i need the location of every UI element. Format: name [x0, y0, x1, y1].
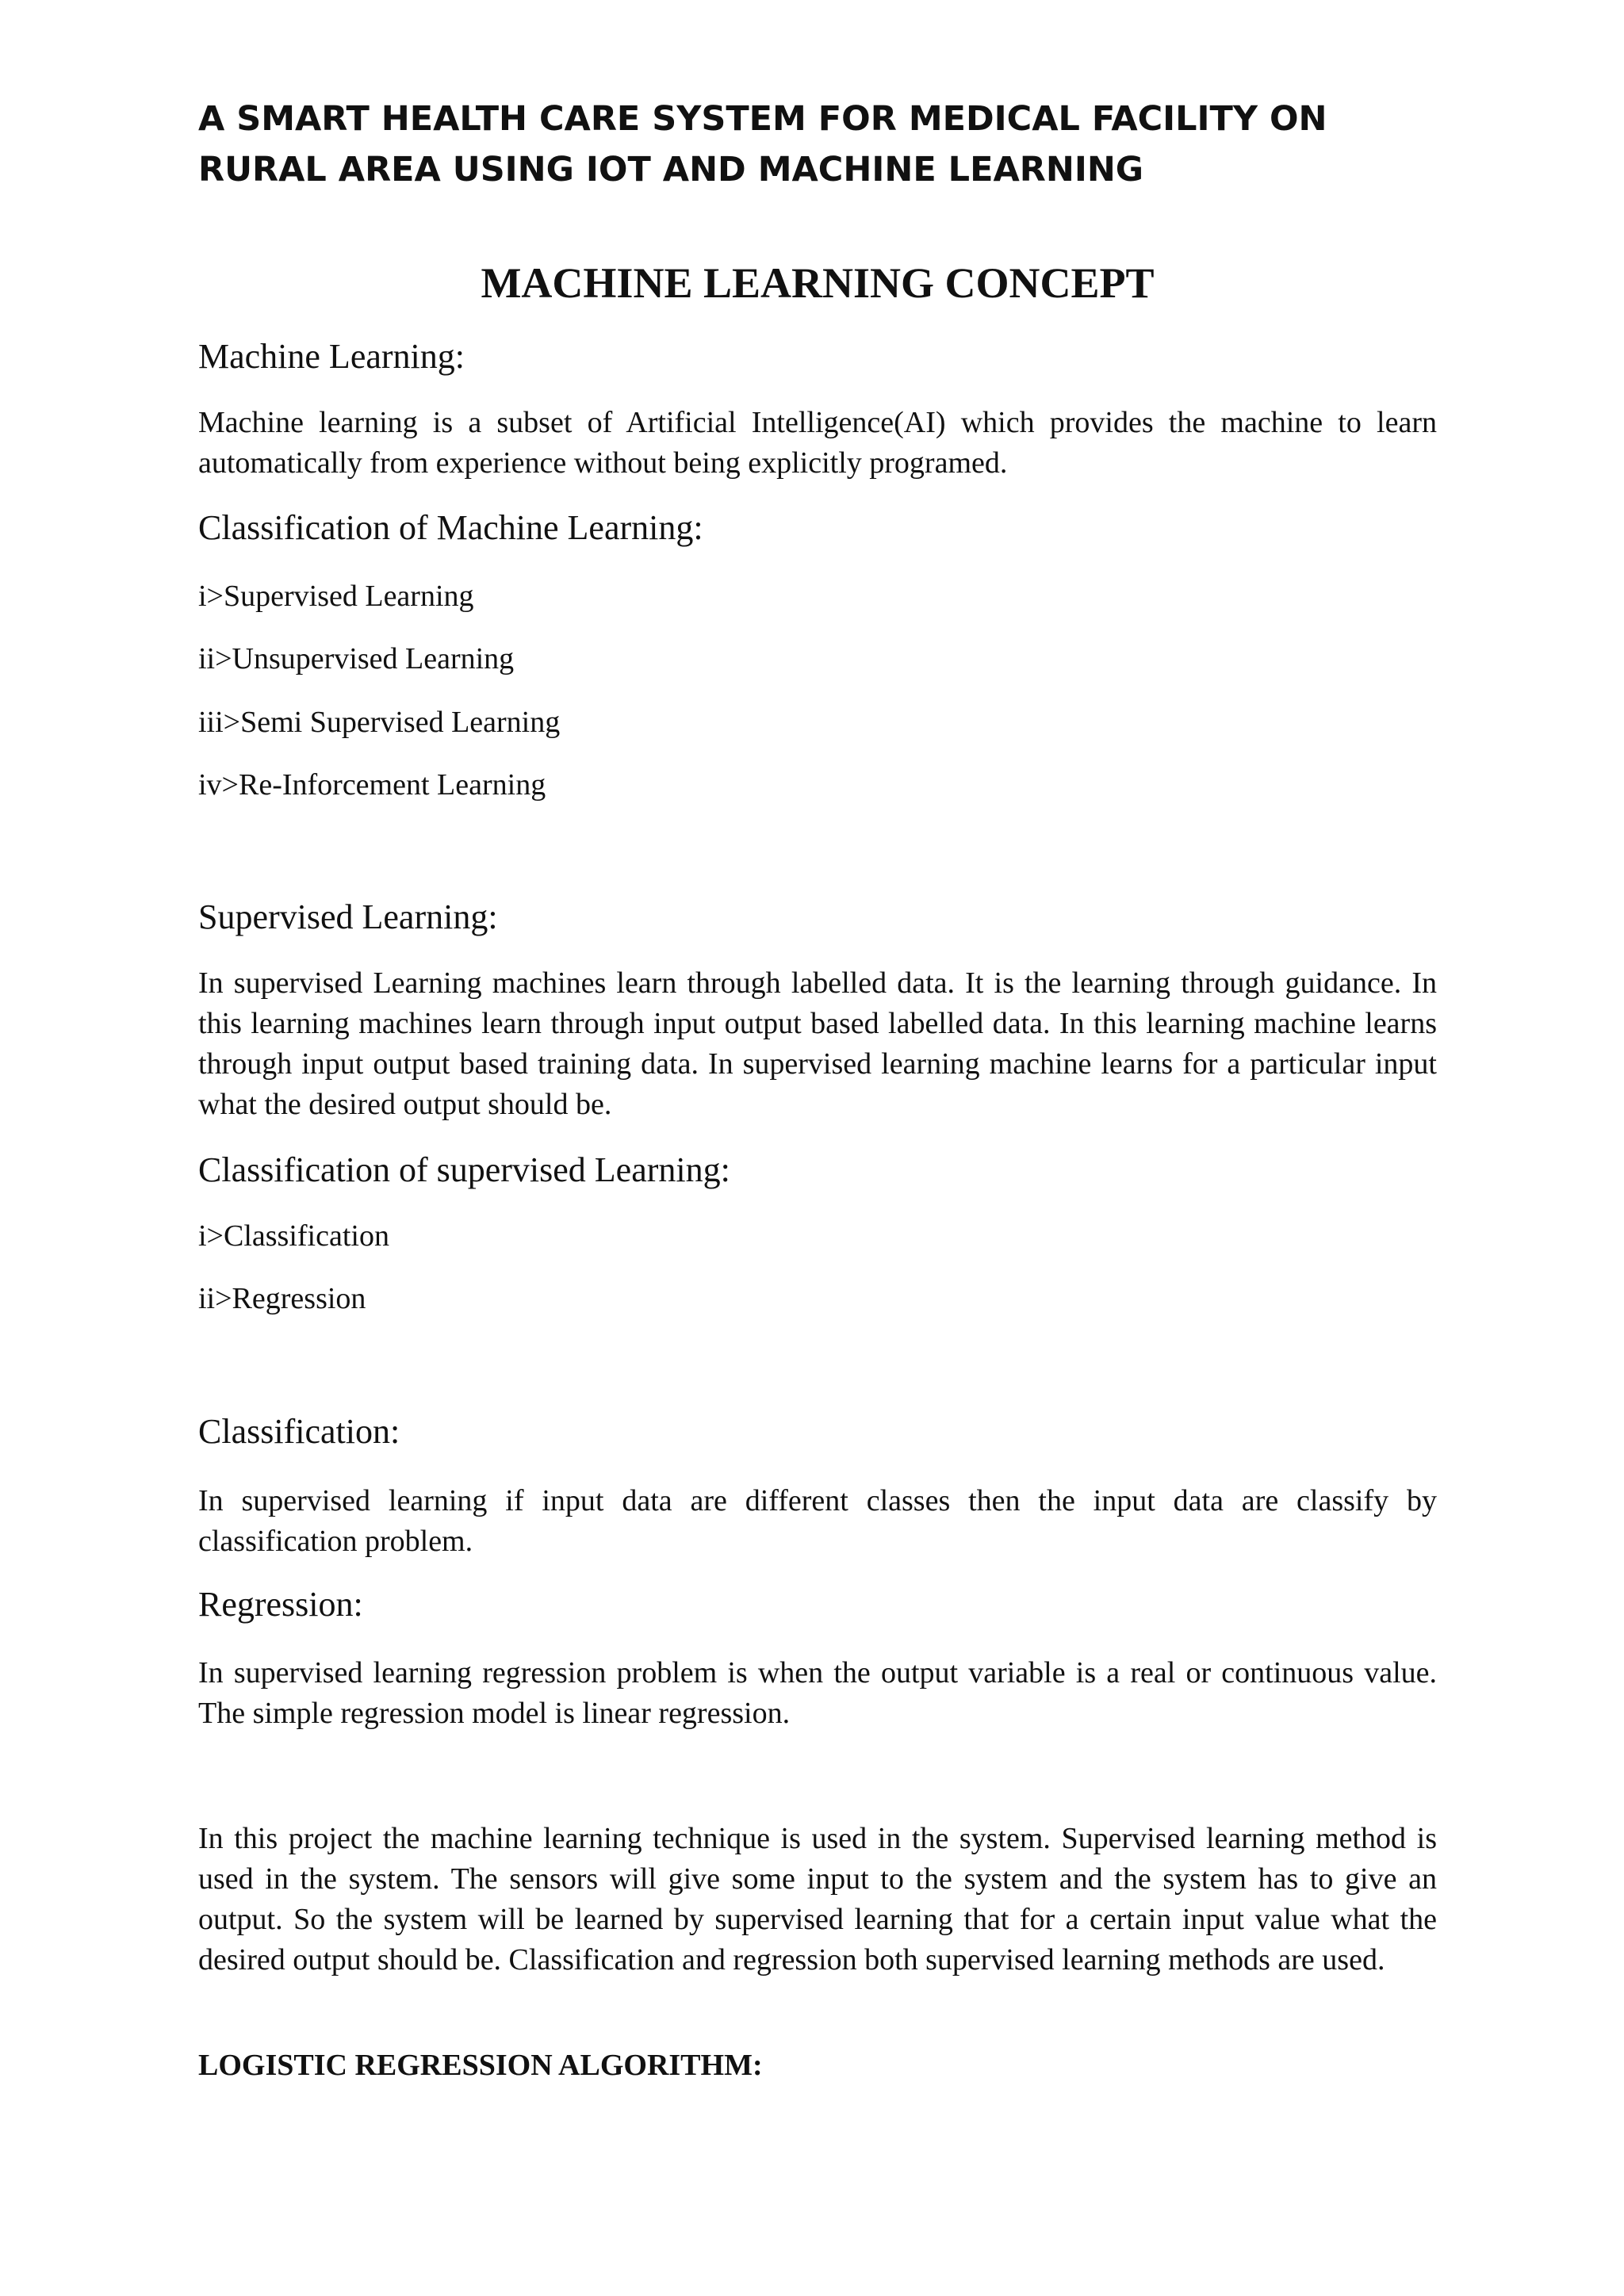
paragraph-supervised-learning: In supervised Learning machines learn through labelled data. It is the learning through guidance. In this learning machines learn through input output based labelled data. In this learning machine learns through input output based training data. In supervised learning machine learns for a particular input what the desired output should be.: [198, 966, 1437, 1121]
heading-logistic-regression: LOGISTIC REGRESSION ALGORITHM:: [198, 2049, 763, 2082]
paragraph-classification: In supervised learning if input data are different classes then the input data are classify by classification problem.: [198, 1484, 1437, 1558]
chapter-title: MACHINE LEARNING CONCEPT: [481, 259, 1155, 307]
paragraph-machine-learning: Machine learning is a subset of Artificial Intelligence(AI) which provides the machine to learn automatically from experience without being explicitly programed.: [198, 406, 1437, 480]
list-item: ii>Regression: [198, 1282, 366, 1315]
heading-classification-of-supervised: Classification of supervised Learning:: [198, 1150, 730, 1189]
list-item: i>Supervised Learning: [198, 580, 474, 613]
paragraph-regression: In supervised learning regression problem is when the output variable is a real or continuous value. The simple regression model is linear regression.: [198, 1656, 1437, 1730]
list-item: iii>Semi Supervised Learning: [198, 706, 561, 739]
list-item: ii>Unsupervised Learning: [198, 642, 515, 675]
heading-classification: Classification:: [198, 1412, 400, 1451]
list-item: iv>Re-Inforcement Learning: [198, 768, 546, 802]
paragraph-project: In this project the machine learning technique is used in the system. Supervised learning method is used in the system. The sensors will give some input to the system and the system has to give an output. So the system will be learned by supervised learning that for a certain input value what the desired output should be. Classification and regression both supervised learning methods are used.: [198, 1822, 1437, 1976]
document-title: A SMART HEALTH CARE SYSTEM FOR MEDICAL FACILITY ON RURAL AREA USING IOT AND MACHINE LEARNING: [198, 99, 1327, 189]
document-page: [198, 0, 1437, 2296]
heading-machine-learning: Machine Learning:: [198, 337, 465, 376]
list-item: i>Classification: [198, 1219, 389, 1253]
heading-supervised-learning: Supervised Learning:: [198, 897, 498, 936]
heading-regression: Regression:: [198, 1585, 363, 1624]
heading-classification-of-ml: Classification of Machine Learning:: [198, 508, 703, 547]
